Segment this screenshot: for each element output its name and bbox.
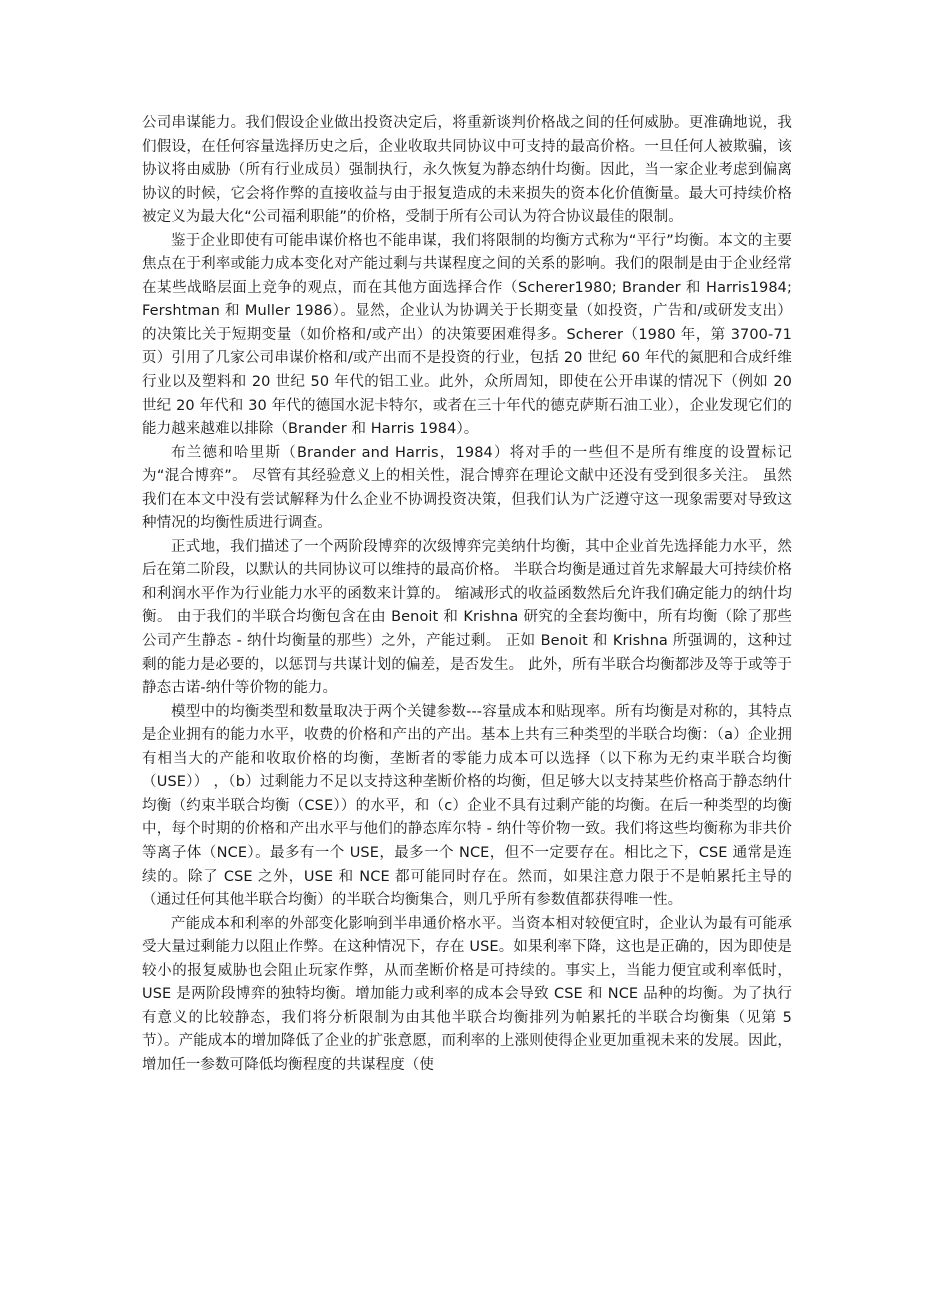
- paragraph-6: 产能成本和利率的外部变化影响到半串通价格水平。当资本相对较便宜时，企业认为最有可能承受大量过剩能力以阻止作弊。在这种情况下，存在 USE。如果利率下降，这也是正确的，因为即使是较小的报复威胁也会阻止玩家作弊，从而垄断价格是可持续的。事实上，当能力便宜或利率低时，USE 是两阶段博弈的独特均衡。增加能力或利率的成本会导致 CSE 和 NCE 品种的均衡。为了执行有意义的比较静态，我们将分析限制为由其他半联合均衡排列为帕累托的半联合均衡集（见第 5 节）。产能成本的增加降低了企业的扩张意愿，而利率的上涨则使得企业更加重视未来的发展。因此，增加任一参数可降低均衡程度的共谋程度（使: [142, 915, 792, 1073]
- paragraph-5: 模型中的均衡类型和数量取决于两个关键参数---容量成本和贴现率。所有均衡是对称的，其特点是企业拥有的能力水平，收费的价格和产出的产出。基本上共有三种类型的半联合均衡：（a）企业拥有相当大的产能和收取价格的均衡，垄断者的零能力成本可以选择（以下称为无约束半联合均衡（USE）） ，（b）过剩能力不足以支持这种垄断价格的均衡，但足够大以支持某些价格高于静态纳什均衡（约束半联合均衡（CSE））的水平，和（c）企业不具有过剩产能的均衡。在后一种类型的均衡中，每个时期的价格和产出水平与他们的静态库尔特 - 纳什等价物一致。我们将这些均衡称为非共价等离子体（NCE）。最多有一个 USE，最多一个 NCE，但不一定要存在。相比之下，CSE 通常是连续的。除了 CSE 之外，USE 和 NCE 都可能同时存在。然而，如果注意力限于不是帕累托主导的（通过任何其他半联合均衡）的半联合均衡集合，则几乎所有参数值都获得唯一性。: [142, 703, 792, 909]
- paragraph-4: 正式地，我们描述了一个两阶段博弈的次级博弈完美纳什均衡，其中企业首先选择能力水平，然后在第二阶段，以默认的共同协议可以维持的最高价格。 半联合均衡是通过首先求解最大可持续价格和利润水平作为行业能力水平的函数来计算的。 缩减形式的收益函数然后允许我们确定能力的纳什均衡。 由于我们的半联合均衡包含在由 Benoit 和 Krishna 研究的全套均衡中，所有均衡（除了那些公司产生静态 - 纳什均衡量的那些）之外，产能过剩。 正如 Benoit 和 Krishna 所强调的，这种过剩的能力是必要的，以惩罚与共谋计划的偏差，是否发生。 此外，所有半联合均衡都涉及等于或等于静态古诺-纳什等价物的能力。: [142, 538, 792, 697]
- paragraph-3: 布兰德和哈里斯（Brander and Harris，1984）将对手的一些但不是所有维度的设置标记为“混合博弈”。 尽管有其经验意义上的相关性，混合博弈在理论文献中还没有受到很多关注。 虽然我们在本文中没有尝试解释为什么企业不协调投资决策，但我们认为广泛遵守这一现象需要对导致这种情况的均衡性质进行调查。: [142, 444, 792, 532]
- body-text: [142, 112, 792, 1077]
- paragraph-1: 公司串谋能力。我们假设企业做出投资决定后，将重新谈判价格战之间的任何威胁。更准确地说，我们假设，在任何容量选择历史之后，企业收取共同协议中可支持的最高价格。一旦任何人被欺骗，该协议将由威胁（所有行业成员）强制执行，永久恢复为静态纳什均衡。因此，当一家企业考虑到偏离协议的时候，它会将作弊的直接收益与由于报复造成的未来损失的资本化价值衡量。最大可持续价格被定义为最大化“公司福利职能”的价格，受制于所有公司认为符合协议最佳的限制。: [142, 115, 792, 226]
- paragraph-2: 鉴于企业即使有可能串谋价格也不能串谋，我们将限制的均衡方式称为“平行”均衡。本文的主要焦点在于利率或能力成本变化对产能过剩与共谋程度之间的关系的影响。我们的限制是由于企业经常在某些战略层面上竞争的观点，而在其他方面选择合作（Scherer1980; Brander 和 Harris1984; Fershtman 和 Muller 1986）。显然，企业认为协调关于长期变量（如投资，广告和/或研发支出）的决策比关于短期变量（如价格和/或产出）的决策要困难得多。Scherer（1980 年，第 3700-71 页）引用了几家公司串谋价格和/或产出而不是投资的行业，包括 20 世纪 60 年代的氮肥和合成纤维行业以及塑料和 20 世纪 50 年代的铝工业。此外，众所周知，即使在公开串谋的情况下（例如 20 世纪 20 年代和 30 年代的德国水泥卡特尔，或者在三十年代的德克萨斯石油工业），企业发现它们的能力越来越难以排除（Brander 和 Harris 1984）。: [142, 232, 792, 438]
